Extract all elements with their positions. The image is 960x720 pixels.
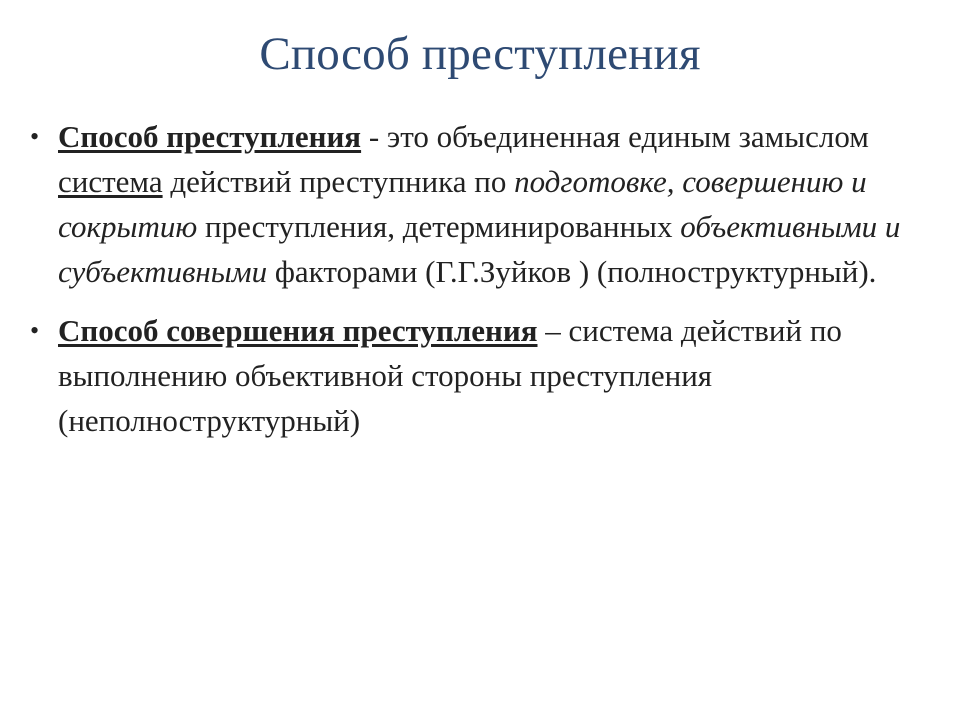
text-segment: - это объединенная единым замыслом xyxy=(361,119,869,154)
italic-segment: подготовке, совершению и сокрытию xyxy=(58,164,867,244)
bullet-item xyxy=(28,114,928,294)
text-segment: действий преступника по xyxy=(162,164,515,199)
italic-segment: объективными и субъективными xyxy=(58,209,901,289)
bullet-dot-icon: • xyxy=(30,316,40,345)
text-segment: факторами (Г.Г.Зуйков ) (полноструктурный). xyxy=(267,254,877,289)
bullet-list xyxy=(28,114,928,443)
term-sposob-prestupleniya: Способ преступления xyxy=(58,119,362,154)
slide-title: Способ преступления xyxy=(259,28,701,80)
term-sposob-soversheniya: Способ совершения преступления xyxy=(58,313,538,348)
text-segment: – система действий по выполнению объективной стороны преступления (неполноструктурный) xyxy=(58,313,842,438)
bullet-dot-icon: • xyxy=(30,122,40,151)
underlined-word: система xyxy=(58,164,163,199)
text-segment: преступления, детерминированных xyxy=(197,209,681,244)
bullet-item xyxy=(28,308,928,443)
